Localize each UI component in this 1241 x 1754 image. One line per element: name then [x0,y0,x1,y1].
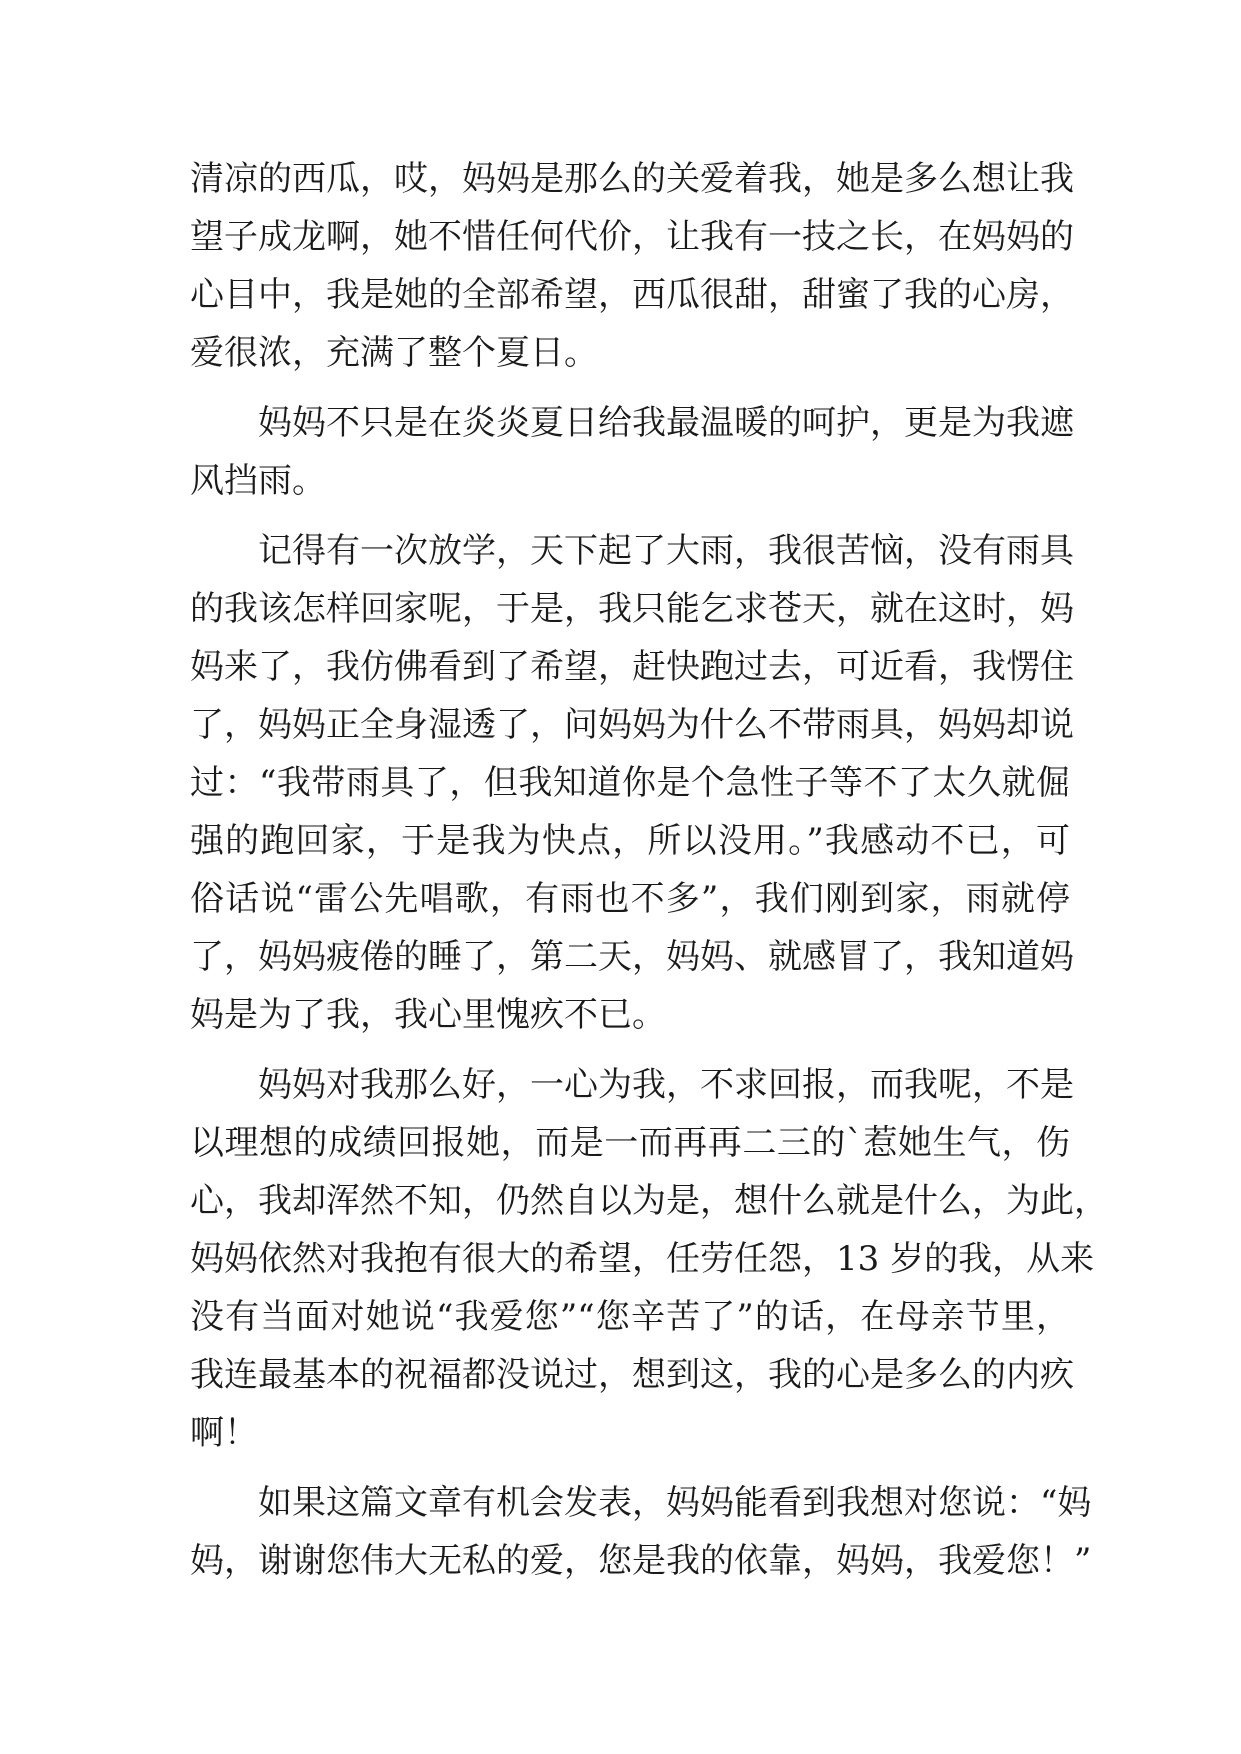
text-line: 清凉的西瓜，哎，妈妈是那么的关爱着我，她是多么想让我 [190,159,1074,199]
text-line: 心，我却浑然不知，仍然自以为是，想什么就是什么，为此， [190,1181,1108,1221]
text-line: 过：“我带雨具了，但我知道你是个急性子等不了太久就倔 [190,763,1070,803]
paragraph [190,1474,1092,1590]
text-line: 妈妈依然对我抱有很大的希望，任劳任怨，13 岁的我，从来 [190,1239,1095,1279]
text-line: 如果这篇文章有机会发表，妈妈能看到我想对您说：“妈 [258,1483,1092,1523]
text-line: 妈妈对我那么好，一心为我，不求回报，而我呢，不是 [258,1065,1074,1105]
text-line: 的我该怎样回家呢，于是，我只能乞求苍天，就在这时，妈 [190,589,1074,629]
text-line: 以理想的成绩回报她，而是一而再再二三的`惹她生气，伤 [190,1123,1070,1163]
text-line: 没有当面对她说“我爱您”“您辛苦了”的话，在母亲节里， [190,1297,1070,1337]
paragraph [190,150,1074,382]
text-line: 妈，谢谢您伟大无私的爱，您是我的依靠，妈妈，我爱您！” [190,1541,1092,1581]
text-line: 妈是为了我，我心里愧疚不已。 [190,995,666,1035]
text-line: 妈妈不只是在炎炎夏日给我最温暖的呵护，更是为我遮 [258,403,1074,443]
text-line: 强的跑回家，于是我为快点，所以没用。”我感动不已，可 [190,821,1070,861]
paragraph [190,1056,1108,1462]
text-line: 了，妈妈正全身湿透了，问妈妈为什么不带雨具，妈妈却说 [190,705,1074,745]
paragraph [190,394,1074,510]
text-line: 妈来了，我仿佛看到了希望，赶快跑过去，可近看，我愣住 [190,647,1074,687]
paragraph [190,522,1074,1044]
text-line: 了，妈妈疲倦的睡了，第二天，妈妈、就感冒了，我知道妈 [190,937,1074,977]
text-line: 望子成龙啊，她不惜任何代价，让我有一技之长，在妈妈的 [190,217,1074,257]
text-line: 啊！ [190,1413,258,1453]
essay-body [190,150,1108,1590]
text-line: 心目中，我是她的全部希望，西瓜很甜，甜蜜了我的心房， [190,275,1074,315]
text-line: 我连最基本的祝福都没说过，想到这，我的心是多么的内疚 [190,1355,1074,1395]
text-line: 记得有一次放学，天下起了大雨，我很苦恼，没有雨具 [258,531,1074,571]
text-line: 俗话说“雷公先唱歌，有雨也不多”，我们刚到家，雨就停 [190,879,1070,919]
text-line: 风挡雨。 [190,461,326,501]
text-line: 爱很浓，充满了整个夏日。 [190,333,598,373]
